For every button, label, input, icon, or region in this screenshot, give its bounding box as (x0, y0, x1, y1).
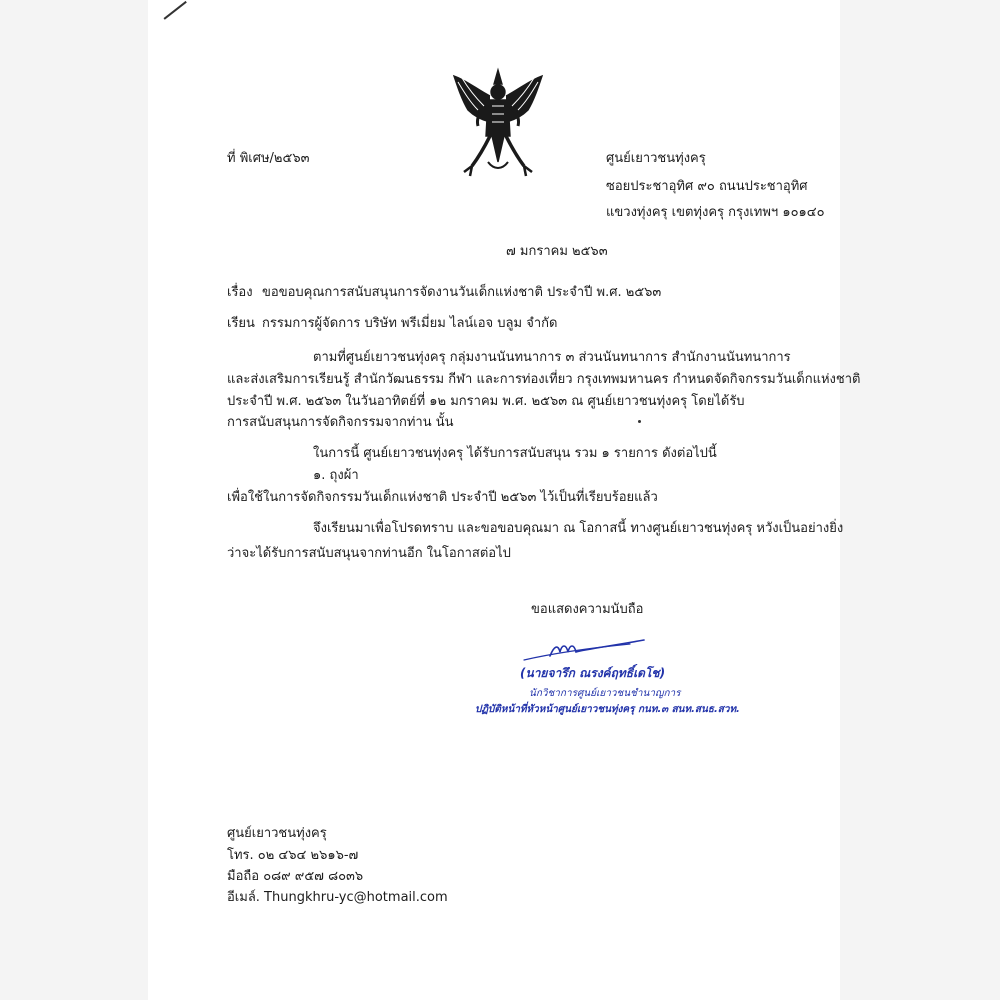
body-paragraph-3-line-1: จึงเรียนมาเพื่อโปรดทราบ และขอขอบคุณมา ณ โอกาสนี้ ทางศูนย์เยาวชนทุ่งครุ หวังเป็นอย่างยิ่ง (313, 521, 844, 536)
body-paragraph-1-line-2: และส่งเสริมการเรียนรู้ สำนักวัฒนธรรม กีฬา และการท่องเที่ยว กรุงเทพมหานคร กำหนดจัดกิจกรรมวันเด็กแห่งชาติ (227, 372, 861, 387)
body-paragraph-1-line-4: การสนับสนุนการจัดกิจกรรมจากท่าน นั้น (227, 415, 454, 430)
recipient-label: เรียน (227, 316, 255, 331)
body-paragraph-1-line-1: ตามที่ศูนย์เยาวชนทุ่งครุ กลุ่มงานนันทนาการ ๓ ส่วนนันทนาการ สำนักงานนันทนาการ (313, 350, 791, 365)
body-paragraph-1-line-3: ประจำปี พ.ศ. ๒๕๖๓ ในวันอาทิตย์ที่ ๑๒ มกราคม พ.ศ. ๒๕๖๓ ณ ศูนย์เยาวชนทุ่งครุ โดยได้รับ (227, 394, 745, 409)
body-paragraph-2-line-1: ในการนี้ ศูนย์เยาวชนทุ่งครุ ได้รับการสนับสนุน รวม ๑ รายการ ดังต่อไปนี้ (313, 446, 717, 461)
footer-mobile: มือถือ ๐๘๙ ๙๕๗ ๘๐๓๖ (227, 869, 364, 884)
handwritten-signature-icon (520, 634, 650, 666)
letter-date: ๗ มกราคม ๒๕๖๓ (506, 244, 608, 259)
stray-dot (638, 420, 641, 423)
closing-text: ขอแสดงความนับถือ (531, 602, 644, 617)
document-number: ที่ พิเศษ/๒๕๖๓ (227, 151, 310, 166)
sender-address-line-2: แขวงทุ่งครุ เขตทุ่งครุ กรุงเทพฯ ๑๐๑๔๐ (606, 205, 825, 220)
signatory-title-2: ปฏิบัติหน้าที่หัวหน้าศูนย์เยาวชนทุ่งครุ กนท.๓ สนท.สนธ.สวท. (475, 704, 740, 715)
body-paragraph-2-line-3: เพื่อใช้ในการจัดกิจกรรมวันเด็กแห่งชาติ ประจำปี ๒๕๖๓ ไว้เป็นที่เรียบร้อยแล้ว (227, 490, 658, 505)
signatory-title-1: นักวิชาการศูนย์เยาวชนชำนาญการ (529, 688, 681, 699)
subject-label: เรื่อง (227, 285, 253, 300)
sender-address-line-1: ซอยประชาอุทิศ ๙๐ ถนนประชาอุทิศ (606, 179, 808, 194)
footer-name: ศูนย์เยาวชนทุ่งครุ (227, 826, 327, 841)
garuda-emblem-icon (448, 66, 548, 184)
body-paragraph-3-line-2: ว่าจะได้รับการสนับสนุนจากท่านอีก ในโอกาสต่อไป (227, 546, 511, 561)
footer-email: อีเมล์. Thungkhru-yc@hotmail.com (227, 890, 448, 905)
body-list-item-1: ๑. ถุงผ้า (313, 468, 359, 483)
signatory-name: (นายจารึก ณรงค์ฤทธิ์เดโช) (520, 666, 666, 680)
footer-phone: โทร. ๐๒ ๔๖๔ ๒๖๑๖-๗ (227, 848, 359, 863)
subject-text: ขอขอบคุณการสนับสนุนการจัดงานวันเด็กแห่งชาติ ประจำปี พ.ศ. ๒๕๖๓ (262, 285, 662, 300)
sender-name: ศูนย์เยาวชนทุ่งครุ (606, 151, 706, 166)
recipient-text: กรรมการผู้จัดการ บริษัท พรีเมี่ยม ไลน์เอจ บลูม จำกัด (262, 316, 558, 331)
